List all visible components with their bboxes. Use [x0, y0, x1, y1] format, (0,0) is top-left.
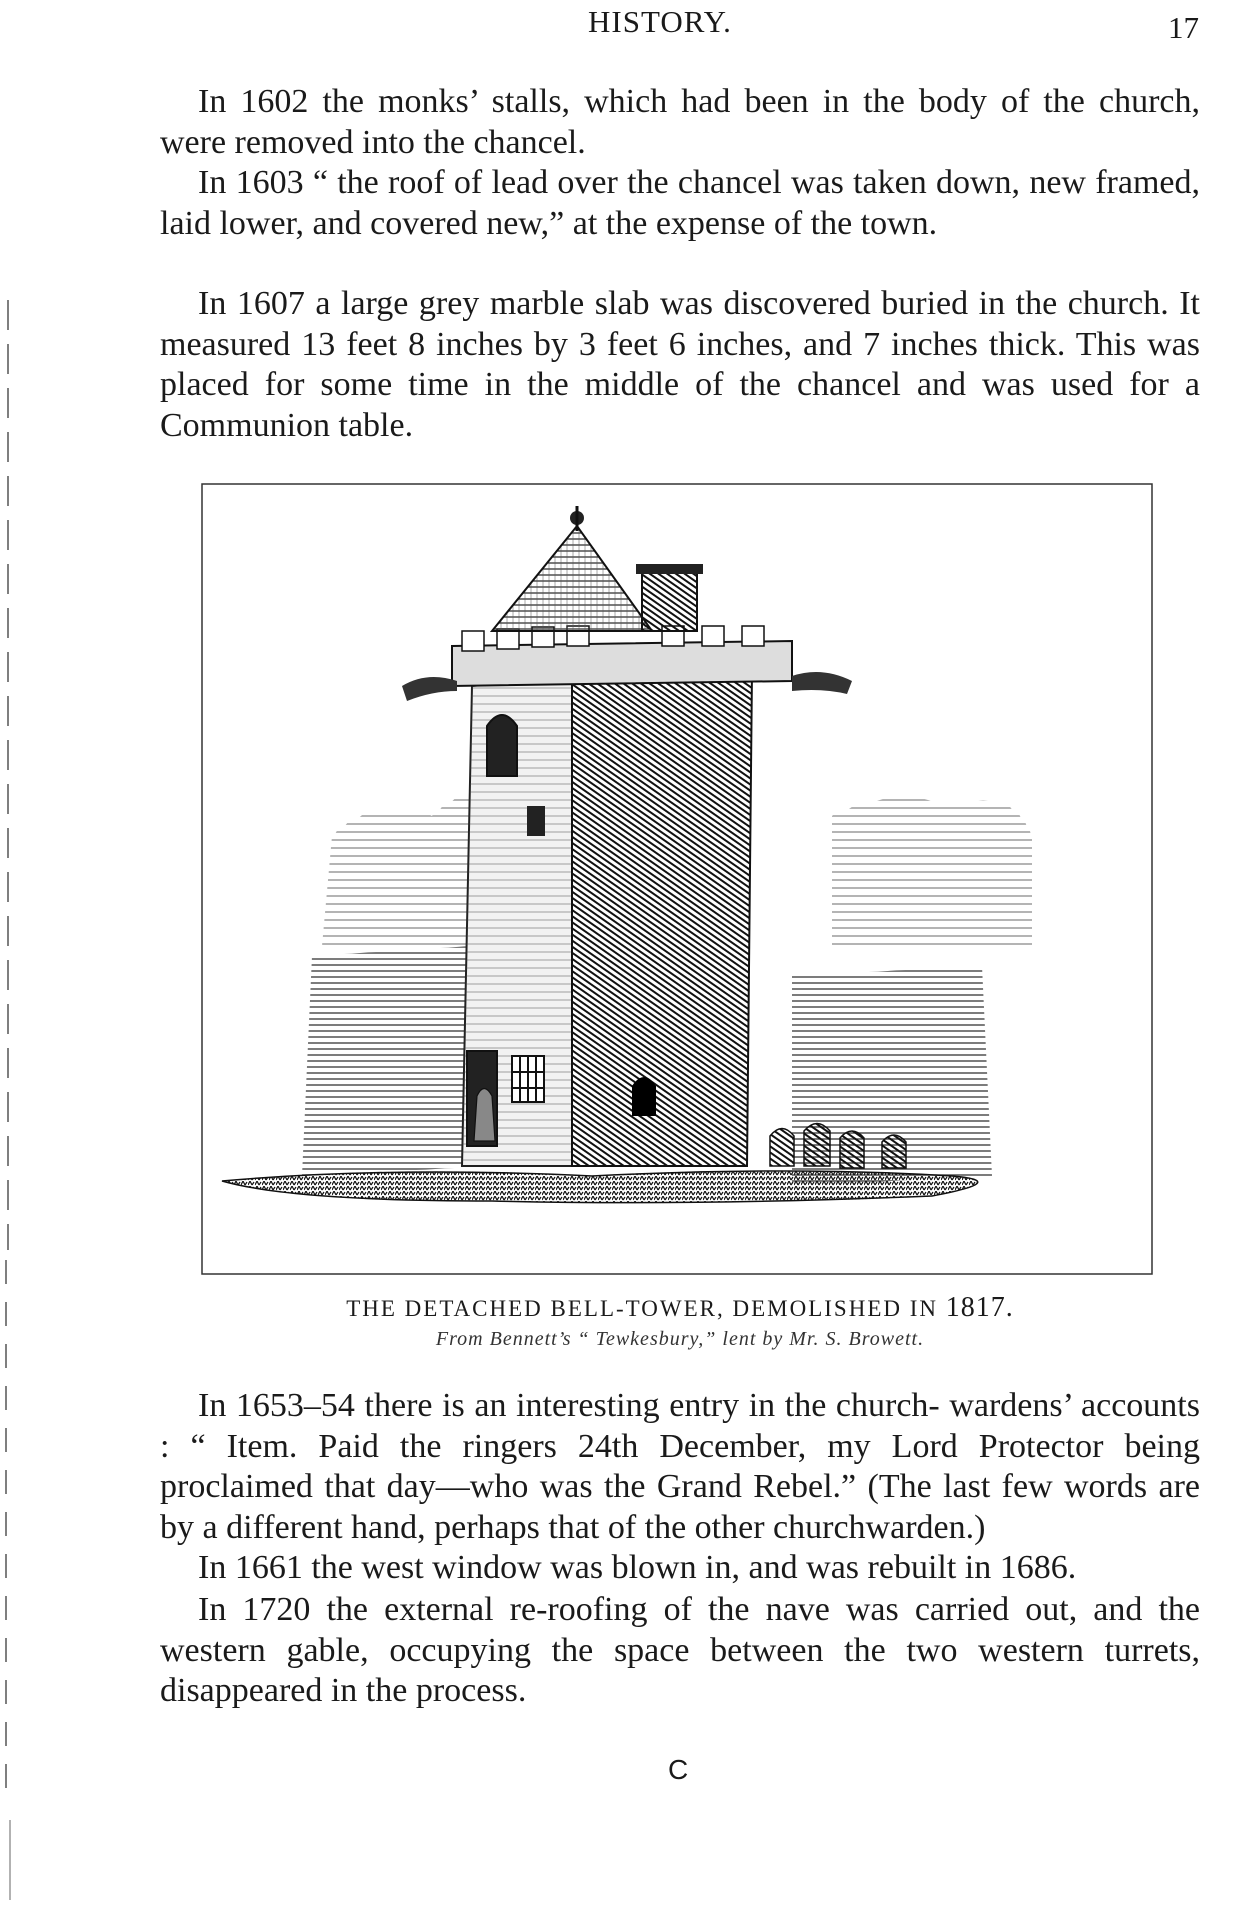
paragraph-1653: In 1653–54 there is an interesting entry in the church- wardens’ accounts : “ Item. Paid the ringers 24th December, my Lord Protector being proclaimed that day—who was the Grand Rebel.” (The last few words are by a different hand, perhaps that of the other churchwarden.) [160, 1387, 1200, 1546]
caption-year: 1817. [945, 1292, 1014, 1323]
signature-mark: C [668, 1754, 689, 1785]
small-window [527, 806, 545, 836]
bell-tower-illustration [192, 476, 1162, 1282]
lower-arched-window [632, 1077, 656, 1116]
page-header [0, 4, 1252, 48]
tower-shadow-face [572, 671, 752, 1166]
upper-gothic-window [487, 715, 517, 776]
right-gargoyle [792, 672, 852, 694]
running-title: HISTORY. [588, 4, 732, 39]
figure-caption-credit: From Bennett’s “ Tewkesbury,” lent by Mr. S. Browett. [435, 1328, 925, 1350]
paragraph-1603: In 1603 “ the roof of lead over the chancel was taken down, new framed, laid lower, and covered new,” at the expense of the town. [160, 164, 1200, 242]
ground [222, 1171, 978, 1203]
pyramid-roof [492, 526, 652, 631]
caption-title-text: THE DETACHED BELL-TOWER, DEMOLISHED IN [346, 1296, 939, 1321]
paragraph-1720: In 1720 the external re-roofing of the nave was carried out, and the western gable, occupying the space between the two western turrets, disappeared in the process. [160, 1591, 1200, 1709]
right-cloud [832, 798, 1032, 946]
figure-caption-title [160, 1292, 1200, 1324]
scan-margin-marks [0, 0, 20, 1910]
bell-tower-engraving [192, 476, 1162, 1282]
paragraph-1607: In 1607 a large grey marble slab was discovered buried in the church. It measured 13 feet 8 inches by 3 feet 6 inches, and 7 inches thick. This was placed for some time in the middle of the chancel and was used for a Communion table. [160, 285, 1200, 444]
paragraph-1661: In 1661 the west window was blown in, and was rebuilt in 1686. [198, 1549, 1077, 1586]
figure-in-doorway [474, 1089, 495, 1142]
margin-marks-svg [0, 0, 20, 1910]
page-number: 17 [1168, 10, 1199, 45]
paragraph-1602: In 1602 the monks’ stalls, which had been in the body of the church, were removed into the chancel. [160, 83, 1200, 161]
chimney [642, 571, 697, 631]
left-gargoyle [402, 677, 457, 701]
